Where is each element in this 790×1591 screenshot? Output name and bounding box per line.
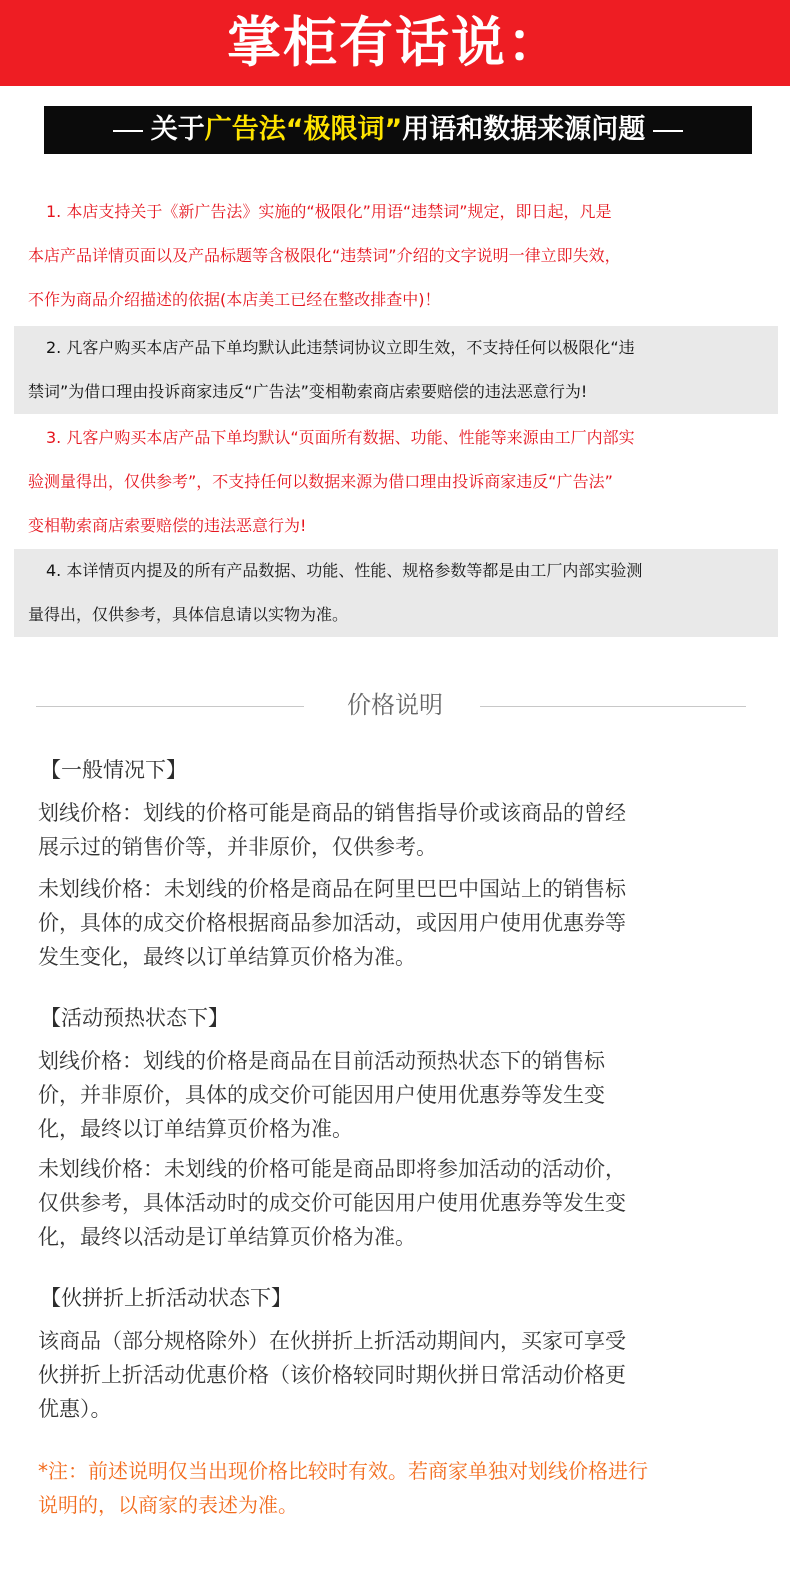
price-line: 未划线价格：未划线的价格可能是商品即将参加活动的活动价，	[38, 1157, 626, 1181]
banner-suffix: 用语和数据来源问题	[402, 114, 646, 145]
notice-line: 1. 本店支持关于《新广告法》实施的“极限化”用语“违禁词”规定，即日起，凡是	[46, 202, 612, 221]
price-paragraph	[38, 872, 758, 974]
section-divider-right	[480, 706, 746, 707]
notice-line: 量得出，仅供参考，具体信息请以实物为准。	[28, 605, 349, 624]
banner-dash-right	[653, 130, 683, 132]
notice-1	[14, 190, 778, 322]
price-line: 发生变化，最终以订单结算页价格为准。	[38, 945, 416, 969]
price-line: 未划线价格：未划线的价格是商品在阿里巴巴中国站上的销售标	[38, 877, 626, 901]
price-paragraph	[38, 1044, 758, 1146]
banner-quote-open: “	[285, 114, 304, 145]
notice-4	[14, 549, 778, 637]
note-line: 说明的，以商家的表述为准。	[38, 1493, 298, 1517]
notice-line: 2. 凡客户购买本店产品下单均默认此违禁词协议立即生效，不支持任何以极限化“违	[46, 338, 635, 357]
price-line: 价，具体的成交价格根据商品参加活动，或因用户使用优惠券等	[38, 911, 626, 935]
notice-2	[14, 326, 778, 414]
banner	[44, 106, 752, 154]
price-note	[38, 1454, 758, 1522]
price-section-title: 价格说明	[347, 691, 443, 719]
notice-3	[14, 416, 778, 548]
price-line: 展示过的销售价等，并非原价，仅供参考。	[38, 835, 437, 859]
price-line: 该商品（部分规格除外）在伙拼折上折活动期间内，买家可享受	[38, 1329, 626, 1353]
price-line: 化，最终以活动是订单结算页价格为准。	[38, 1225, 416, 1249]
price-line: 仅供参考，具体活动时的成交价可能因用户使用优惠券等发生变	[38, 1191, 626, 1215]
banner-highlight-2: 极限词	[303, 114, 385, 145]
group-heading-general: 【一般情况下】	[40, 758, 187, 782]
notice-line: 禁词”为借口理由投诉商家违反“广告法”变相勒索商店索要赔偿的违法恶意行为!	[28, 382, 588, 401]
price-line: 划线价格：划线的价格是商品在目前活动预热状态下的销售标	[38, 1049, 605, 1073]
price-line: 伙拼折上折活动优惠价格（该价格较同时期伙拼日常活动价格更	[38, 1363, 626, 1387]
notice-line: 变相勒索商店索要赔偿的违法恶意行为!	[28, 516, 307, 535]
banner-dash-left	[113, 130, 143, 132]
notice-line: 验测量得出，仅供参考”，不支持任何以数据来源为借口理由投诉商家违反“广告法”	[28, 472, 613, 491]
group-heading-preheat: 【活动预热状态下】	[40, 1006, 229, 1030]
notice-line: 不作为商品介绍描述的依据(本店美工已经在整改排查中)！	[28, 290, 441, 309]
price-line: 价，并非原价，具体的成交价可能因用户使用优惠券等发生变	[38, 1083, 605, 1107]
price-paragraph	[38, 1324, 758, 1426]
notice-line: 3. 凡客户购买本店产品下单均默认“页面所有数据、功能、性能等来源由工厂内部实	[46, 428, 635, 447]
price-paragraph	[38, 1152, 758, 1254]
price-paragraph	[38, 796, 758, 864]
notice-line: 本店产品详情页面以及产品标题等含极限化“违禁词”介绍的文字说明一律立即失效，	[28, 246, 621, 265]
notice-line: 4. 本详情页内提及的所有产品数据、功能、性能、规格参数等都是由工厂内部实验测	[46, 561, 643, 580]
banner-quote-close: ”	[384, 114, 403, 145]
price-line: 化，最终以订单结算页价格为准。	[38, 1117, 353, 1141]
note-line: *注：前述说明仅当出现价格比较时有效。若商家单独对划线价格进行	[38, 1459, 648, 1483]
banner-highlight-1: 广告法	[204, 114, 286, 145]
price-line: 优惠）。	[38, 1397, 112, 1421]
group-heading-group-buy: 【伙拼折上折活动状态下】	[40, 1286, 292, 1310]
banner-prefix: 关于	[150, 114, 205, 145]
header-title: 掌柜有话说：	[0, 0, 790, 86]
price-line: 划线价格：划线的价格可能是商品的销售指导价或该商品的曾经	[38, 801, 626, 825]
